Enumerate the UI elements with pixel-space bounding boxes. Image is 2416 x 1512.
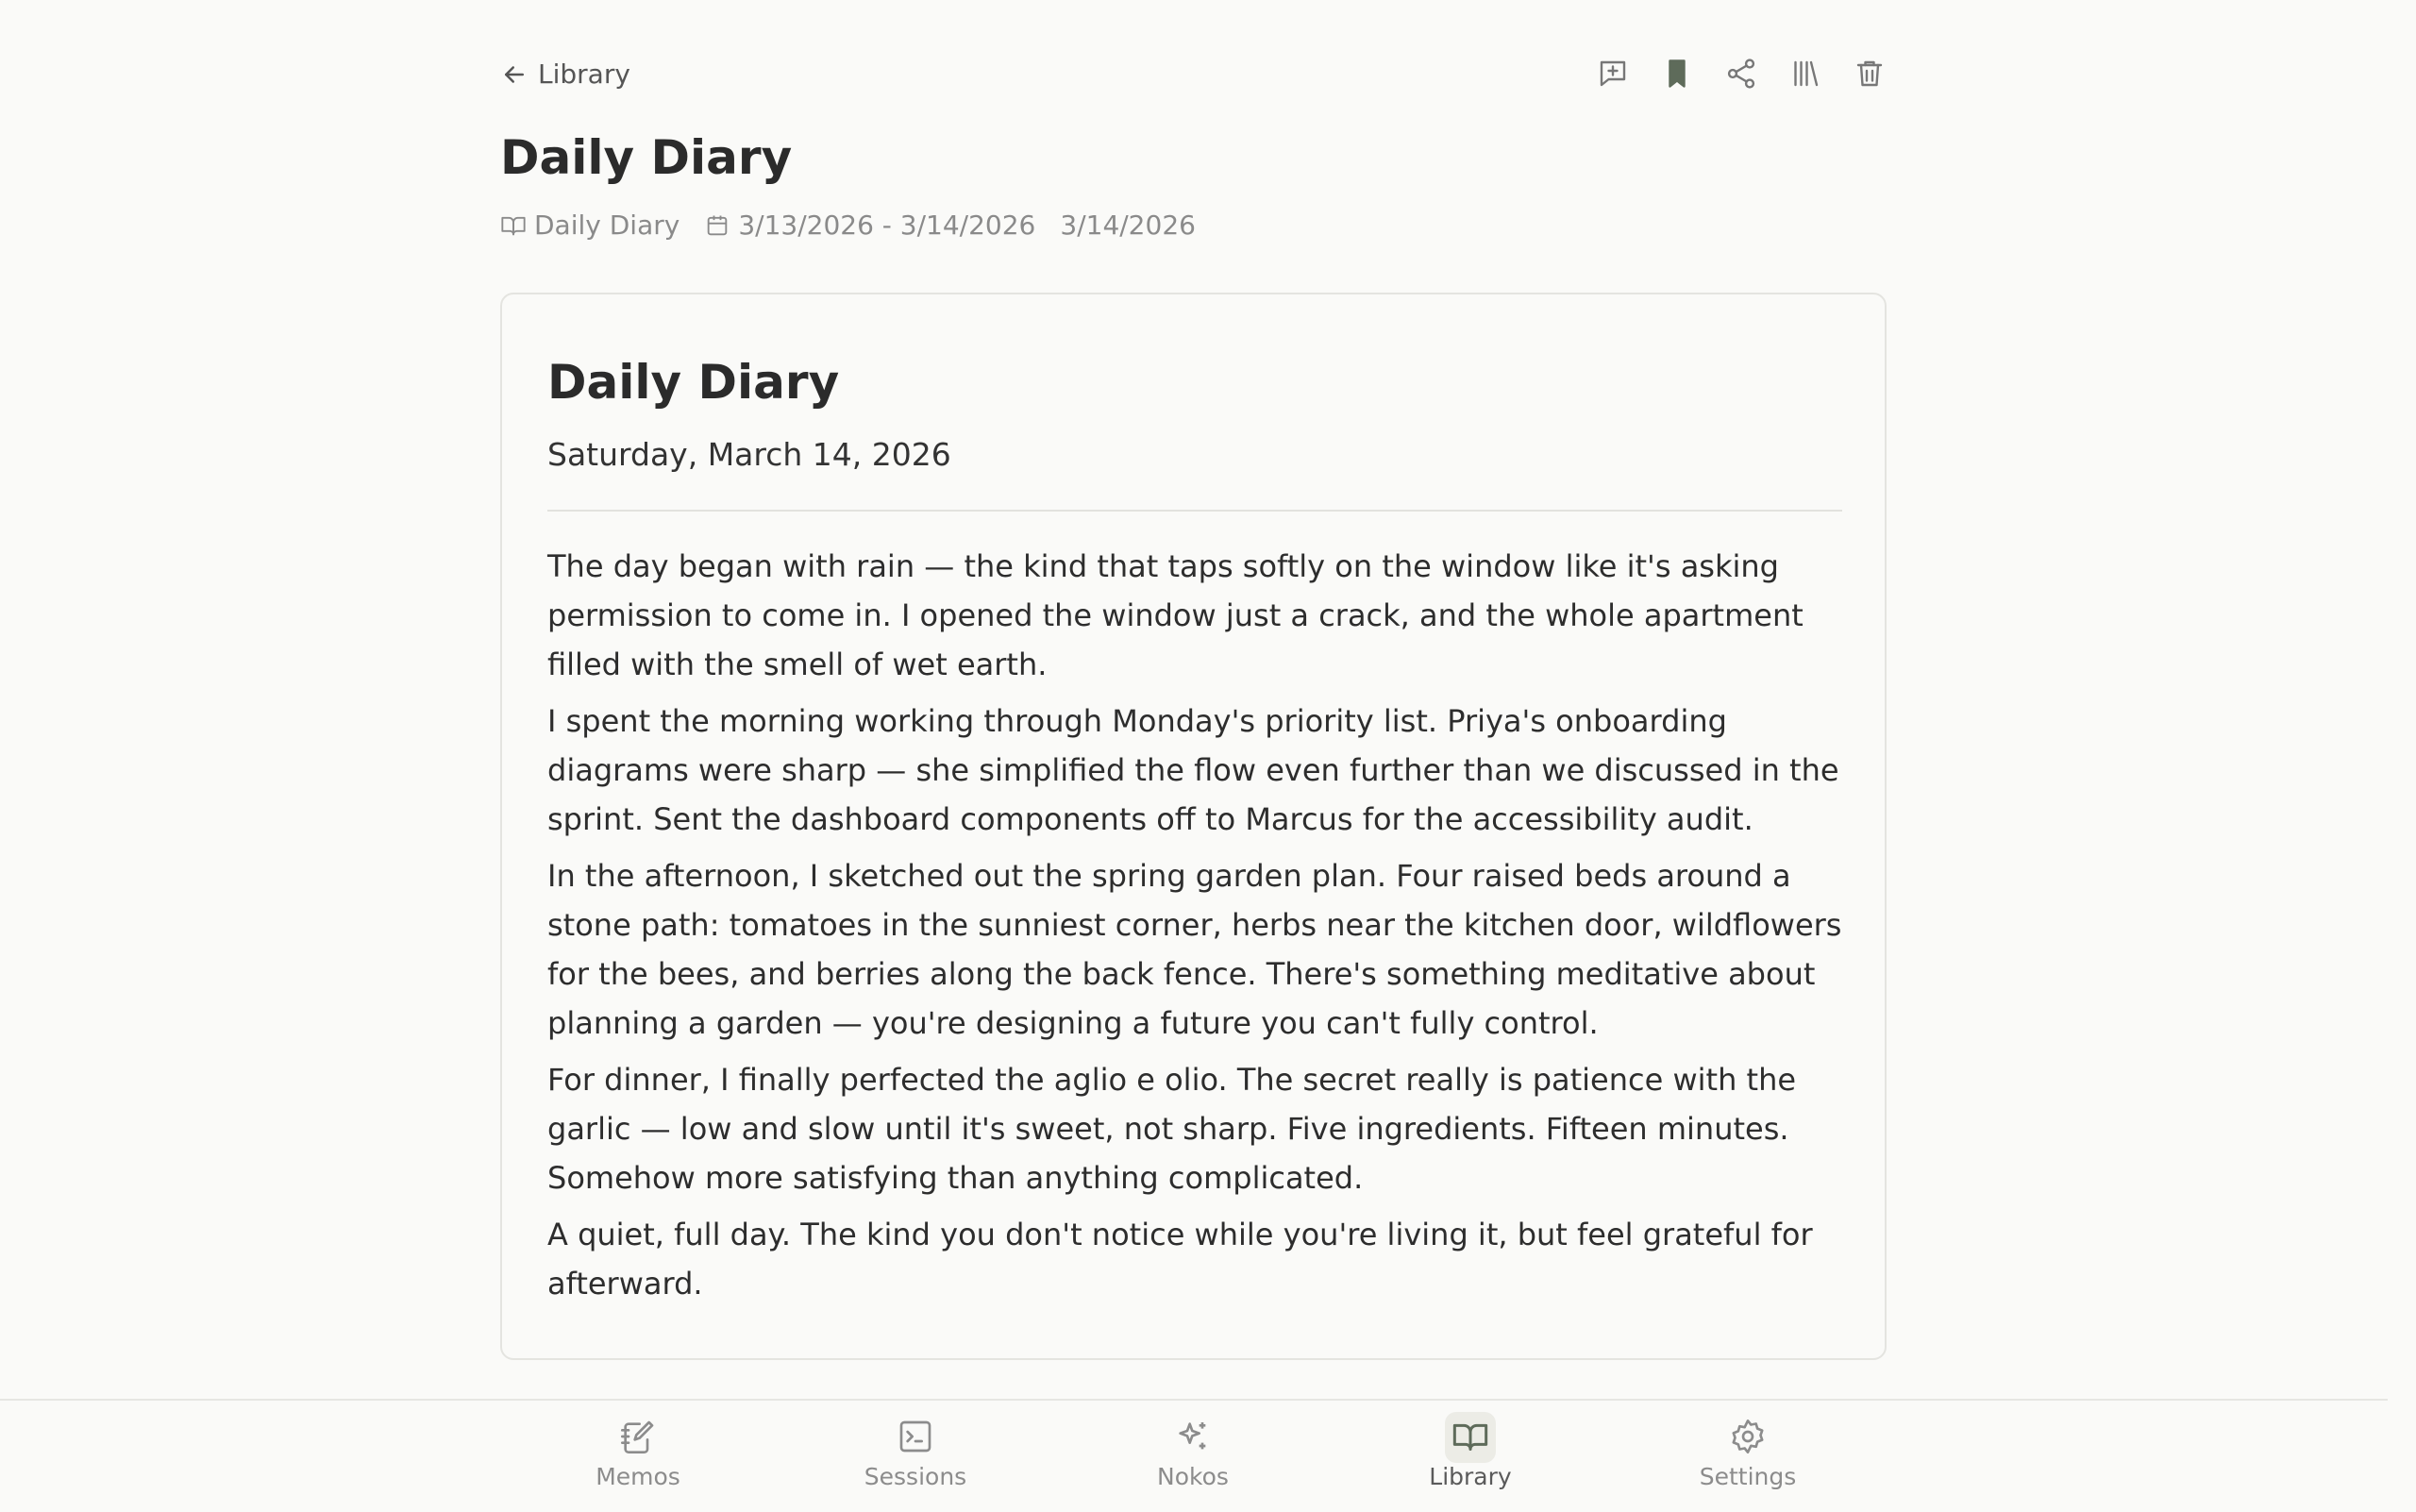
meta-row [500,210,1196,241]
back-label: Library [538,59,630,90]
message-plus-icon [1596,57,1630,91]
action-toolbar [1594,53,1888,94]
tab-label: Sessions [864,1463,967,1490]
tab-label: Library [1429,1463,1512,1490]
note-paragraph: A quiet, full day. The kind you don't notice while you're living it, but feel grateful for afterward. [547,1217,1813,1302]
top-bar [500,53,1888,96]
sparkles-icon [1174,1418,1212,1455]
trash-icon [1853,57,1887,91]
collection-name: Daily Diary [534,210,680,241]
tab-sessions[interactable] [821,1418,1010,1490]
note-paragraph: For dinner, I finally perfected the aglio e olio. The secret really is patience with the garlic — low and slow until it's sweet, not sharp. Five ingredients. Fifteen minutes. Somehow more satisfying than anything complicated. [547,1062,1797,1196]
note-heading: Daily Diary [547,355,840,410]
delete-button[interactable] [1851,53,1888,94]
note-card [500,293,1887,1360]
tab-label: Nokos [1157,1463,1229,1490]
divider [547,510,1842,512]
library-icon [1788,57,1822,91]
note-paragraph: In the afternoon, I sketched out the spring garden plan. Four raised beds around a stone path: tomatoes in the sunniest corner, herbs near the kitchen door, wildflowers for the bees, and berries along the back fence. There's something meditative about planning a garden — you're designing a future you can't fully control. [547,858,1842,1041]
book-open-icon [1451,1418,1489,1455]
add-to-library-button[interactable] [1787,53,1824,94]
page-title: Daily Diary [500,130,793,185]
note-paragraph: I spent the morning working through Monday's priority list. Priya's onboarding diagrams were sharp — she simplified the flow even further than we discussed in the sprint. Sent the dashboard components off to Marcus for the accessibility audit. [547,703,1839,837]
updated-date: 3/14/2026 [1060,210,1196,241]
calendar-icon [704,212,730,239]
date-range: 3/13/2026 - 3/14/2026 [738,210,1036,241]
book-open-icon [500,212,527,239]
tab-memos[interactable] [544,1418,732,1490]
note-paragraph: The day began with rain — the kind that taps softly on the window like it's asking permission to come in. I opened the window just a crack, and the whole apartment filled with the smell of wet earth. [547,548,1804,682]
back-button[interactable] [500,59,630,90]
bottom-nav [0,1399,2388,1512]
add-comment-button[interactable] [1594,53,1632,94]
tab-settings[interactable] [1653,1418,1842,1490]
tab-label: Settings [1699,1463,1797,1490]
note-body [547,542,1850,1316]
tab-label: Memos [596,1463,680,1490]
notebook-pen-icon [619,1418,657,1455]
bookmark-icon [1660,57,1694,91]
share-button[interactable] [1722,53,1760,94]
tab-library[interactable] [1376,1418,1565,1490]
gear-icon [1729,1418,1767,1455]
share-icon [1724,57,1758,91]
terminal-icon [897,1418,934,1455]
arrow-left-icon [500,60,528,89]
note-date: Saturday, March 14, 2026 [547,436,951,473]
bookmark-button[interactable] [1658,53,1696,94]
tab-nokos[interactable] [1099,1418,1287,1490]
